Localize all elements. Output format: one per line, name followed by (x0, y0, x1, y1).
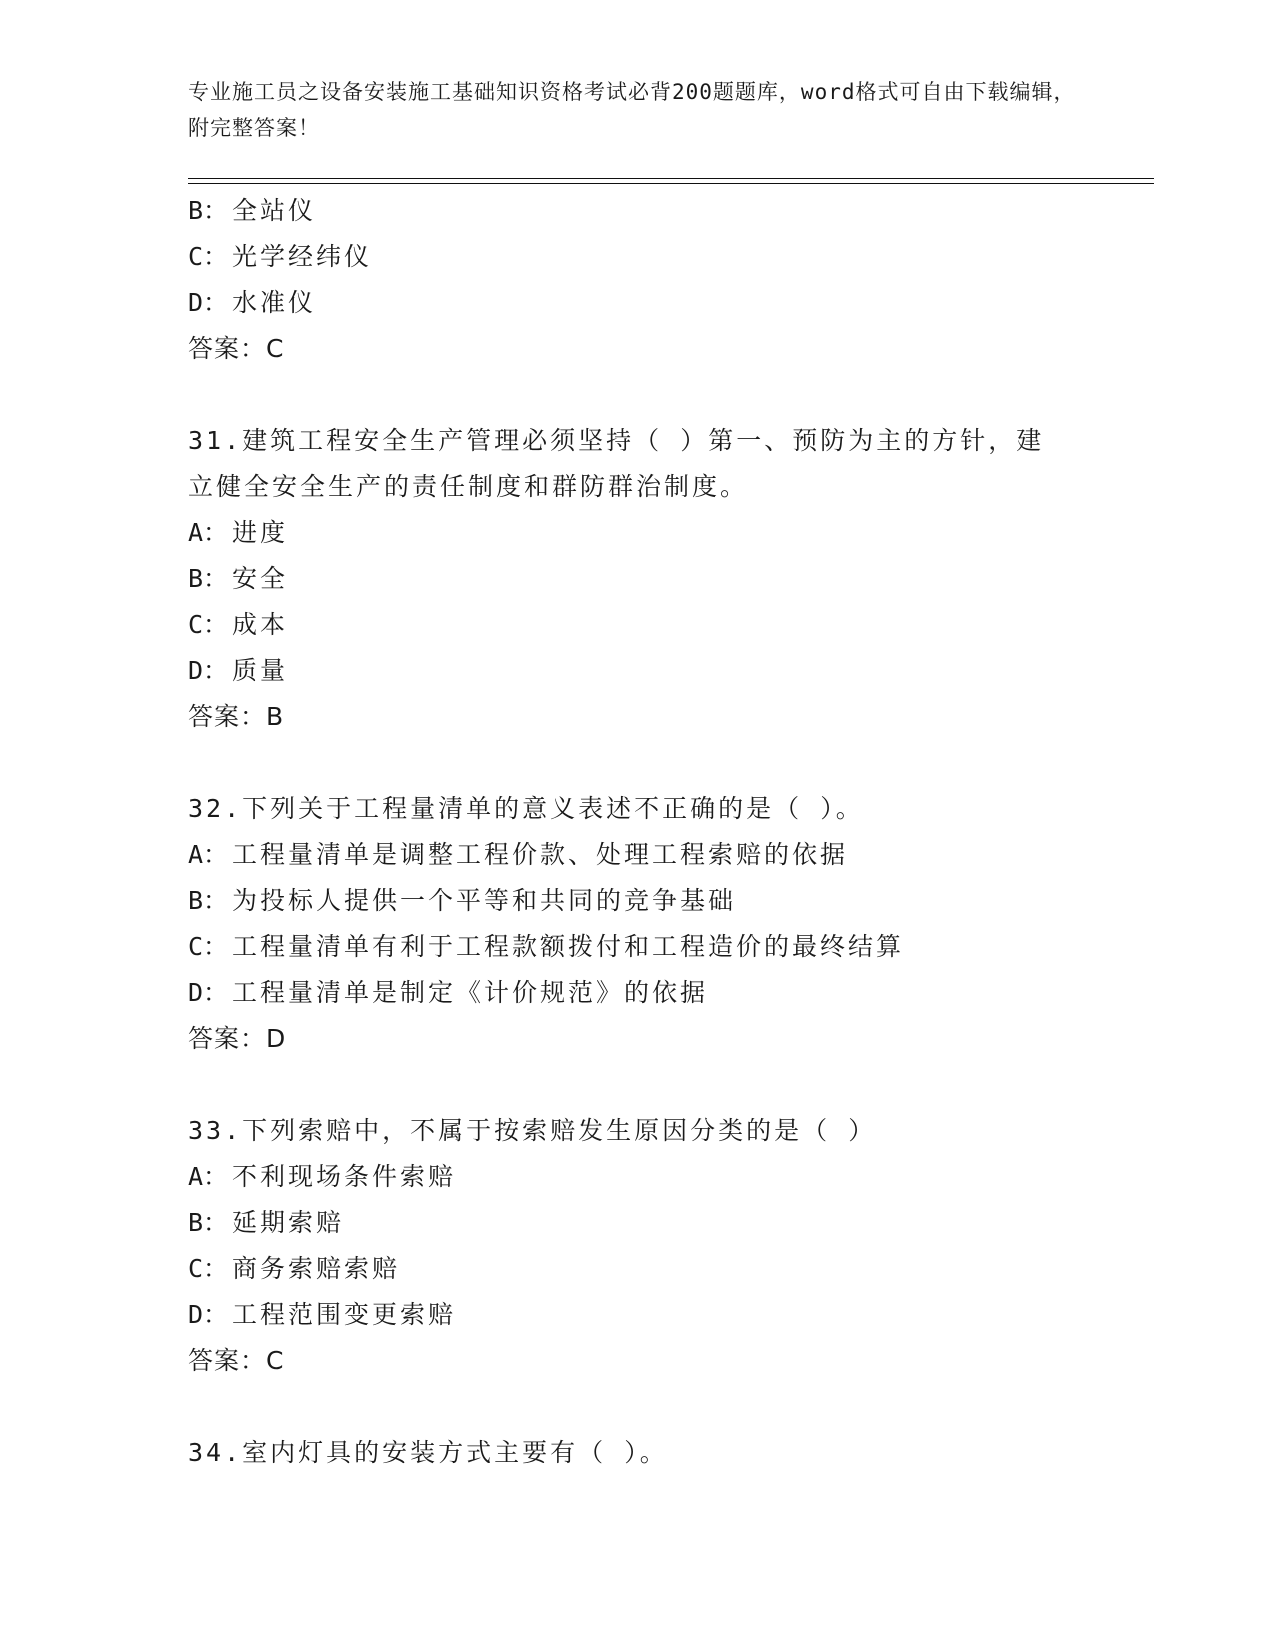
option-b: B： 为投标人提供一个平等和共同的竞争基础 (188, 886, 737, 915)
option-c: C： 成本 (188, 610, 289, 639)
option-a: A： 不利现场条件索赔 (188, 1162, 457, 1191)
document-body (188, 188, 1088, 1476)
answer: 答案：D (188, 1024, 287, 1053)
option-b: B： 全站仪 (188, 196, 317, 225)
answer: 答案：B (188, 702, 285, 731)
option-c: C： 光学经纬仪 (188, 242, 373, 271)
question-title: 32.下列关于工程量清单的意义表述不正确的是（ ）。 (188, 794, 864, 823)
option-b: B： 延期索赔 (188, 1208, 345, 1237)
question-31 (188, 418, 1088, 740)
option-d: D： 工程范围变更索赔 (188, 1300, 457, 1329)
option-a: A： 进度 (188, 518, 289, 547)
option-b: B： 安全 (188, 564, 289, 593)
document-header: 专业施工员之设备安装施工基础知识资格考试必背200题题库，word格式可自由下载编辑，附完整答案！ (188, 80, 1076, 140)
question-32 (188, 786, 1088, 1062)
answer: 答案：C (188, 334, 285, 363)
question-34 (188, 1430, 1088, 1476)
question-title: 34.室内灯具的安装方式主要有（ ）。 (188, 1438, 668, 1467)
header-rule-bottom (188, 183, 1154, 184)
question-title: 31.建筑工程安全生产管理必须坚持（ ）第一、预防为主的方针，建立健全安全生产的责任制度和群防群治制度。 (188, 426, 1045, 501)
question-title: 33.下列索赔中，不属于按索赔发生原因分类的是（ ） (188, 1116, 877, 1145)
prev-question (188, 188, 1088, 372)
option-d: D： 水准仪 (188, 288, 317, 317)
header-rule-top (188, 178, 1154, 179)
question-33 (188, 1108, 1088, 1384)
option-d: D： 工程量清单是制定《计价规范》的依据 (188, 978, 709, 1007)
answer: 答案：C (188, 1346, 285, 1375)
option-d: D： 质量 (188, 656, 289, 685)
option-a: A： 工程量清单是调整工程价款、处理工程索赔的依据 (188, 840, 849, 869)
option-c: C： 工程量清单有利于工程款额拨付和工程造价的最终结算 (188, 932, 905, 961)
option-c: C： 商务索赔索赔 (188, 1254, 401, 1283)
